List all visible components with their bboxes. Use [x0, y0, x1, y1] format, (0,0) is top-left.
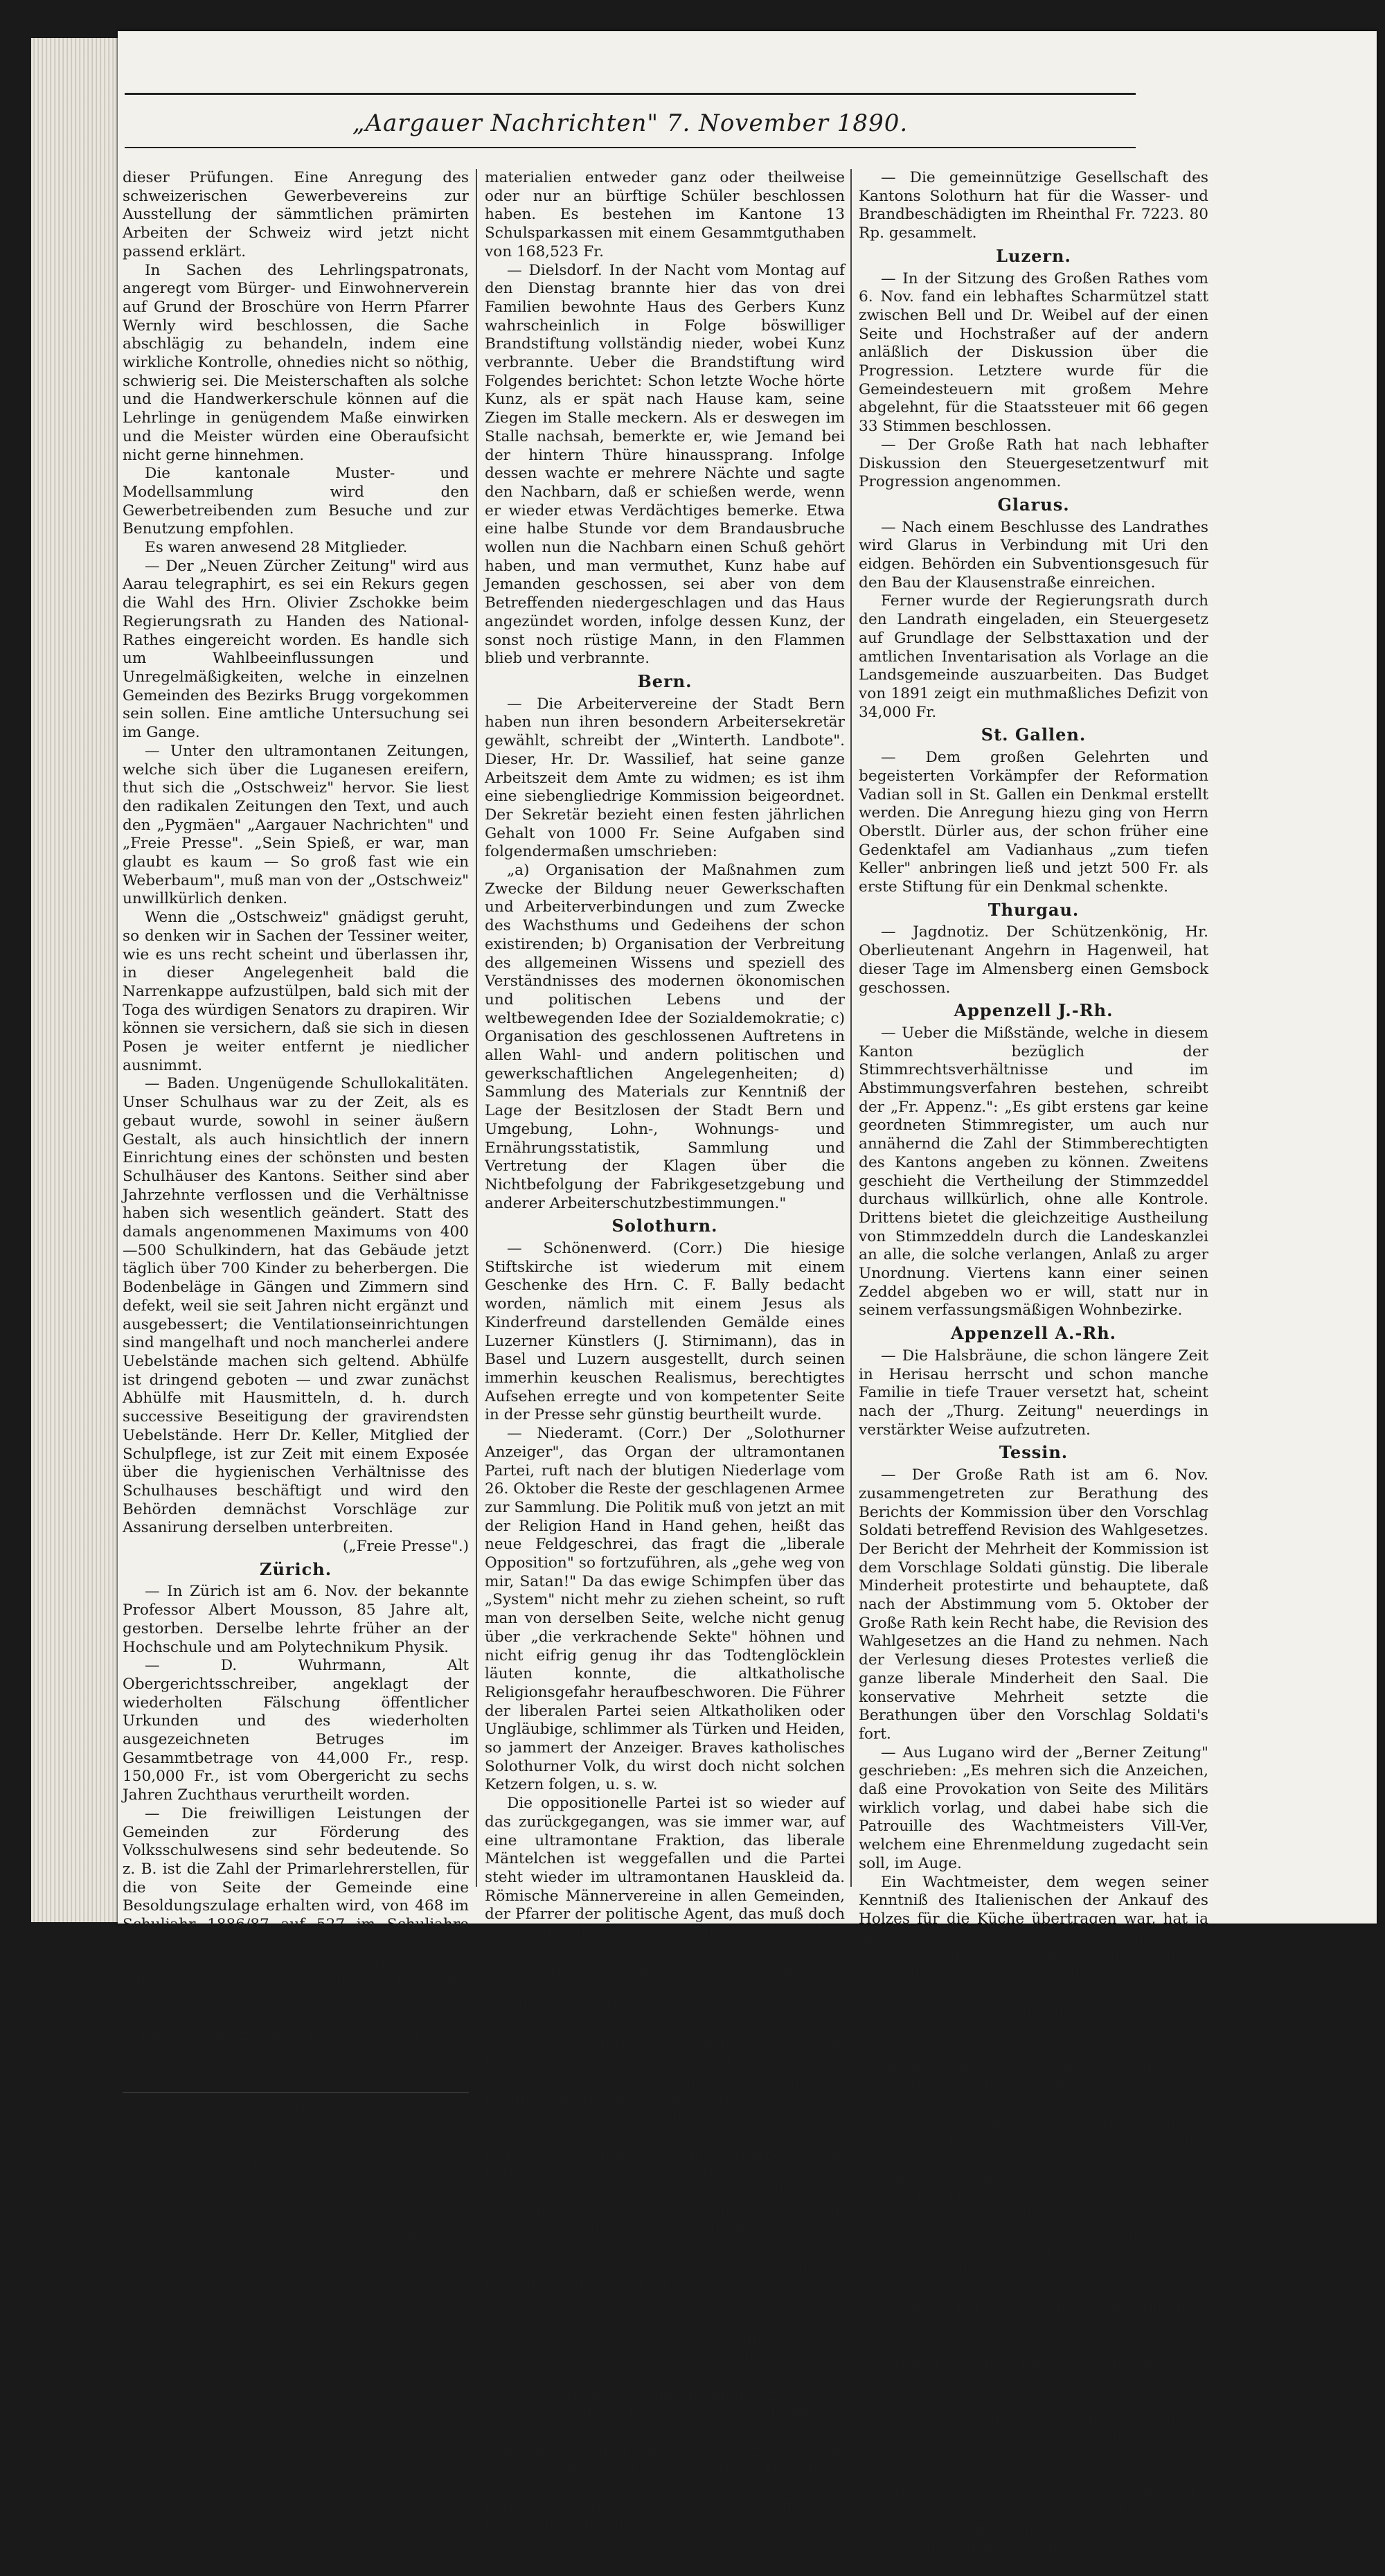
article-paragraph: — Dem großen Gelehrten und begeisterten Vorkämpfer der Reformation Vadian soll in St. Gallen ein Denkmal erstellt werden. Die Anregung hiezu ging von Herrn Oberstlt. Dürler aus, der schon früher eine Gedenktafel am Vadianhaus „zum tiefen Keller" anbringen ließ und jetzt 500 Fr. als erste Stiftung für ein Denkmal schenkte. [859, 749, 1208, 896]
section-heading-appenzell-ar: Appenzell A.-Rh. [950, 1323, 1117, 1344]
article-paragraph: — Die gemeinnützige Gesellschaft des Kantons Solothurn hat für die Wasser- und Brandbeschädigten im Rheinthal Fr. 7223. 80 Rp. gesammelt. [859, 169, 1208, 242]
article-paragraph: — Die Arbeitervereine der Stadt Bern haben nun ihren besondern Arbeitersekretär gewählt, schreibt der „Winterth. Landbote". Dieser, Hr. Dr. Wassilief, hat seine ganze Arbeitszeit dem Amte zu widmen; es ist ihm eine siebengliedrige Kommission beigeordnet. Der Sekretär bezieht einen festen jährlichen Gehalt von 1000 Fr. Seine Aufgaben sind folgendermaßen umschrieben: [485, 695, 845, 861]
masthead-bottom-rule [125, 147, 1136, 148]
book-binding-edge [31, 38, 121, 1922]
section-heading-zuerich: Zürich. [259, 1558, 332, 1579]
article-paragraph: dieser Prüfungen. Eine Anregung des schweizerischen Gewerbevereins zur Ausstellung der sämmtlichen prämirten Arbeiten der Schweiz wird jetzt nicht passend erklärt. [123, 169, 469, 260]
article-paragraph: — Ueber die Mißstände, welche in diesem Kanton bezüglich der Stimmrechtsverhältnisse und im Abstimmungsverfahren bestehen, schreibt der „Fr. Appenz.": „Es gibt erstens gar keine geordneten Stimmregister, um auch nur annähernd die Zahl der Stimmberechtigten des Kantons angeben zu können. Zweitens geschieht die Vertheilung der Stimmzeddel durchaus willkürlich, ohne alle Kontrole. Drittens bietet die gleichzeitige Austheilung von Stimmzeddeln durch die Landeskanzlei an alle, die solche verlangen, Anlaß zu arger Unordnung. Viertens kann einer seinen Zeddel abgeben wo er will, statt nur in seinem verfassungsmäßigen Wohnbezirke. [859, 1024, 1208, 1320]
section-heading-luzern: Luzern. [996, 245, 1071, 266]
article-paragraph: Die Schlußfolgerung ergibt sich von selbst. [859, 2372, 1208, 2409]
article-paragraph: Ein Wachtmeister, dem wegen seiner Kenntniß des Italienischen der Ankauf des Holzes für die Küche übertragen war, hat ja am ersten Tage der Anwesenheit des Bataillons 42 in Lugano einem Bürger gegenüber daheim geäußert, daß das Bataillon 42 die Aufgabe habe „die Luganesen den Anstand zu lehren". [859, 1873, 1208, 2020]
feuilleton-paragraph: Dann wurde das in Frage stehende Pferd vorgeführt. Beide Herren gingen hinaus, um es zu besichtigen und Zelka lehnte im Fenster und sah ihnen zu, wie sie den Gliederbau des Thieres sorgfältig prüften. „Nicht wahr", nickte sie vergnügt hinab, wie ein Kind, dem ein Lieblingsspielzeug gelobt wird, „das ist ein Kapitalpferd! Hier gezogen. Es war eben geboren, als ich hierher kam." [123, 2428, 469, 2543]
article-paragraph: Die Bevölkerung von Lugano verlangt zur Wahrung ihrer Ehre und ihres guten Namens, daß die Ergebnisse der Untersuchung des Herrn Prof. Schneider öffentlich bekannt gegeben werden. Wir hoffen, daß der hohe Bundesrath dies thun werde, und wir bitten die ganze freisinnige Presse, dieses Verlangen kräftig zu unterstützen. Es wird sich dann zeigen, wie viel von [859, 2409, 1208, 2575]
article-paragraph: — Die Gemeindeversammlung Olten vom letzten Freitag Abend hat großartig in den Sack gelangt. Es gilt, eine Trinkwasserversorgung für 250,000 Fr., die Kirchhoferweiterung für 10,000 bis 12,000 Fr., die Vollendung des Amthausquais mit 35,000 Fr., ein Schulhaus für 150,000 bis 160,000 Fr., eine Turnhalle für 22,000 Fr. und ein Schlachthaus für Franken 60,000 zu erstellen, also etwa 500,000 Fr. zu investiren. Die Oltner haben Courage. Sie dürfen wohl Courage haben, denn die Ersparnißkasse greift ihnen finanziell kräftig unter die Arme. [485, 2294, 845, 2534]
article-paragraph: Ferner wurde der Regierungsrath durch den Landrath eingeladen, ein Steuergesetz auf Grundlage der Selbsttaxation und der amtlichen Inventarisation als Vorlage an die Landsgemeinde auszuarbeiten. Das Budget von 1891 zeigt ein muthmaßliches Defizit von 34,000 Fr. [859, 592, 1208, 721]
article-paragraph: — Jagdnotiz. Der Schützenkönig, Hr. Oberlieutenant Angehrn in Hagenweil, hat dieser Tage im Almensberg einen Gemsbock geschossen. [859, 923, 1208, 997]
article-paragraph: materialien entweder ganz oder theilweise oder nur an bürftige Schüler beschlossen haben. Es bestehen im Kantone 13 Schulsparkassen mit einem Gesammtguthaben von 168,523 Fr. [485, 169, 845, 260]
article-paragraph: — Baden. Ungenügende Schullokalitäten. Unser Schulhaus war zu der Zeit, als es gebaut wurde, sowohl in seiner äußern Gestalt, als auch hinsichtlich der innern Einrichtung eines der schönsten und besten Schulhäuser des Kantons. Seither sind aber Jahrzehnte verflossen und die Verhältnisse haben sich wesentlich geändert. Statt des damals angenommenen Maximums von 400—500 Schulkindern, hat das Gebäude jetzt täglich über 700 Kinder zu beherbergen. Die Bodenbeläge in Gängen und Zimmern sind defekt, weil sie seit Jahren nicht ergänzt und ausgebessert; die Ventilationseinrichtungen sind mangelhaft und noch mancherlei andere Uebelstände machen sich geltend. Abhülfe ist dringend geboten — und zwar zunächst Abhülfe mit Hausmitteln, d. h. durch successive Beseitigung der gravirendsten Uebelstände. Herr Dr. Keller, Mitglied der Schulpflege, ist zur Zeit mit einem Exposée über die hygienischen Verhältnisse des Schulhauses beschäftigt und wird den Behörden demnächst Vorschläge zur Assanirung derselben unterbreiten. [123, 1075, 469, 1537]
article-paragraph: — Der „Neuen Zürcher Zeitung" wird aus Aarau telegraphirt, es sei ein Rekurs gegen die Wahl des Hrn. Olivier Zschokke beim Regierungsrath zu Handen des National-Rathes eingereicht worden. Es handle sich um Wahlbeeinflussungen und Unregelmäßigkeiten, welche in einzelnen Gemeinden des Bezirks Brugg vorgekommen sein sollen. Eine amtliche Untersuchung sei im Gange. [123, 557, 469, 742]
feuilleton [123, 2092, 469, 2542]
section-heading-thurgau: Thurgau. [988, 899, 1080, 920]
article-paragraph: — Die Halsbräune, die schon längere Zeit in Herisau herrscht und schon manche Familie in tiefe Trauer versetzt hat, scheint nach der „Thurg. Zeitung" neuerdings in verstärkter Weise aufzutreten. [859, 1347, 1208, 1439]
column-rule [476, 169, 477, 1887]
article-paragraph: Allein das Volk hat einzusehen, daß man es in Solothurn ernst meinte mit der nöthigen Säuberung; und daß insbesondere die Bankbehörden sich große Verdienste um den Kanton erworben haben. Deßwegen nur brauflos gegründet und gewühlt; so lange unsere Behörden und die freisinnige Partei den Staatswagen so fortfahren, wie es sie bis jetzt gethan, und ohne im schlimmen Sinne kulturkämpferisch in innerkirchliche Dinge hineinzureden, doch Staats- und Volksrechte gegenüber dem Ultramontanismus wahren, wird die ultramontane Partei auf die Bedeutung einer Oppositionspartei zurückgedrängt sein. Was sie als solche zu bedeuten hat, das ist oft gesagt. [485, 1998, 845, 2293]
article-paragraph: In Sachen des Lehrlingspatronats, angeregt vom Bürger- und Einwohnerverein auf Grund der Broschüre von Herrn Pfarrer Wernly wird beschlossen, die Sache abschlägig zu behandeln, indem eine wirkliche Kontrolle, ohnedies nicht so nöthig, schwierig sei. Die Meisterschaften als solche und die Handwerkerschule können auf die Lehrlinge in genügendem Maße einwirken und die Meister würden eine Oberaufsicht nicht gerne hinnehmen. [123, 261, 469, 464]
article-source: („Freie Presse".) [342, 1538, 469, 1556]
section-heading-glarus: Glarus. [997, 494, 1070, 515]
section-heading-st-gallen: St. Gallen. [981, 725, 1087, 745]
article-paragraph: — Der Große Rath ist am 6. Nov. zusammengetreten zur Berathung des Berichts der Kommission über den Vorschlag Soldati betreffend Revision des Wahlgesetzes. Der Bericht der Mehrheit der Kommission ist dem Vorschlage Soldati günstig. Die liberale Minderheit protestirte und behauptete, daß nach der Abstimmung vom 5. Oktober der Große Rath kein Recht habe, die Revision des Wahlgesetzes an die Hand zu nehmen. Nach der Verlesung dieses Protestes verließ die ganze liberale Minderheit den Saal. Die konservative Mehrheit setzte die Berathungen über den Vorschlag Soldati's fort. [859, 1466, 1208, 1743]
article-paragraph: — Unter den ultramontanen Zeitungen, welche sich über die Luganesen ereifern, thut sich die „Ostschweiz" hervor. Sie liest den radikalen Zeitungen den Text, und auch den „Pygmäen" „Aargauer Nachrichten" und „Freie Presse". „Sein Spieß, er war, man glaubt es kaum — So groß fast wie ein Weberbaum", muß man von der „Ostschweiz" unwillkürlich denken. [123, 742, 469, 908]
section-heading-tessin: Tessin. [999, 1442, 1069, 1463]
section-heading-bern: Bern. [637, 670, 692, 691]
article-paragraph: — Dielsdorf. In der Nacht vom Montag auf den Dienstag brannte hier das von drei Familien bewohnte Haus des Gerbers Kunz wahrscheinlich in Folge böswilliger Brandstiftung vollständig nieder, wobei Kunz verbrannte. Ueber die Brandstiftung wird Folgendes berichtet: Schon letzte Woche hörte Kunz, als er spät nach Hause kam, seine Ziegen im Stalle meckern. Als er deswegen im Stalle nachsah, bemerkte er, wie Jemand bei der hintern Thüre hinaussprang. Infolge dessen wachte er mehrere Nächte und sagte den Nachbarn, daß er schießen werde, wenn er wieder etwas Verdächtiges bemerke. Etwa eine halbe Stunde vor dem Brandausbruche wollen nun die Nachbarn einen Schuß gehört haben, und man vermuthet, Kunz habe auf Jemanden geschossen, sei aber von dem Betreffenden niedergeschlagen und das Haus angezündet worden, infolge dessen Kunz, der sonst noch rüstige Mann, in den Flammen blieb und verbrannte. [485, 261, 845, 668]
article-paragraph: — Nach einem Beschlusse des Landrathes wird Glarus in Verbindung mit Uri den eidgen. Behörden ein Subventionsgesuch für den Bau der Klausenstraße einreichen. [859, 518, 1208, 592]
masthead-top-rule [125, 93, 1136, 95]
column-2 [485, 169, 845, 2534]
masthead [125, 90, 1136, 154]
article-paragraph: — D. Wuhrmann, Alt Obergerichtsschreiber, angeklagt der wiederholten Fälschung öffentlicher Urkunden und des wiederholten ausgezeichneten Betruges im Gesammtbetrage von 44,000 Fr., resp. 150,000 Fr., ist vom Obergericht zu sechs Jahren Zuchthaus verurtheilt worden. [123, 1657, 469, 1804]
article-paragraph: Die oppositionelle Partei ist so wieder auf das zurückgegangen, was sie immer war, auf eine ultramontane Fraktion, das liberale Mäntelchen ist weggefallen und die Partei steht wieder im ultramontanen Hauskleid da. Römische Männervereine in allen Gemeinden, der Pfarrer der politische Agent, das muß doch dem Liberalismus den Hals brechen. Wir wagen daran zu zweifeln, denn diese Mittel sind auch bis jetzt nicht unversucht gelassen worden. [485, 1795, 845, 1998]
article-paragraph: — Aus Lugano wird der „Berner Zeitung" geschrieben: „Es mehren sich die Anzeichen, daß eine Provokation von Seite des Militärs wirklich vorlag, und dabei habe sich die Patrouille des Wachtmeisters Vill-Ver, welchem eine Ehrenmeldung zugedacht sein soll, im Auge. [859, 1743, 1208, 1872]
section-heading-appenzell-ir: Appenzell J.-Rh. [954, 1000, 1114, 1021]
article-paragraph: — Niederamt. (Corr.) Der „Solothurner Anzeiger", das Organ der ultramontanen Partei, ruft nach der blutigen Niederlage vom 26. Oktober die Reste der geschlagenen Armee zur Sammlung. Die Politik muß von jetzt an mit der Religion Hand in Hand gehen, heißt das neue Feldgeschrei, das fragt die „liberale Opposition" so fortzuführen, als „gehe weg von mir, Satan!" Da das ewige Schimpfen über das „System" nicht mehr zu ziehen scheint, so ruft man von derselben Seite, welche nicht genug über „die verkrachende Sekte" höhnen und nicht eifrig genug ihr das Todtenglöcklein läuten konnte, die altkatholische Religionsgefahr heraufbeschworen. Die Führer der liberalen Partei seien Altkatholiken oder Ungläubige, schlimmer als Türken und Heiden, so jammert der Anzeiger. Braves katholisches Solothurner Volk, du wirst doch nicht solchen Ketzern folgen, u. s. w. [485, 1425, 845, 1794]
article-paragraph: — In Zürich ist am 6. Nov. der bekannte Professor Albert Mousson, 85 Jahre alt, gestorben. Derselbe lehrte früher an der Hochschule und am Polytechnikum Physik. [123, 1583, 469, 1656]
article-paragraph: Wenn die „Ostschweiz" gnädigst geruht, so denken wir in Sachen der Tessiner weiter, wie es uns recht scheint und überlassen ihr, in dieser Angelegenheit bald die Narrenkappe aufzustülpen, bald sich mit der Toga des würdigen Senators zu drapiren. Wir können sie versichern, daß sie sich in diesen Posen je weiter entfernt je niedlicher ausnimmt. [123, 909, 469, 1074]
article-paragraph: — Die freiwilligen Leistungen der Gemeinden zur Förderung des Volksschulwesens sind sehr bedeutende. So z. B. ist die Zahl der Primarlehrerstellen, für die von Seite der Gemeinde eine Besoldungszulage erhalten wird, von 468 im Schuljahr 1886/87 auf 527 im Schuljahre 1889/90 gestiegen, im gleichen Zeitraum die Zahl der Lehrstellen ohne Zulage von 222 auf 193 gesunken und der Betrag der jährlichen Zulagen von 186,950 Fr. auf 206,998 Fr. gestiegen. Von den 369 Schulgemeinden des Kantons sind 280, welche die unentgeltliche Verabreichung der Lehrmittel und Schreib- [123, 1804, 469, 2081]
column-3 [859, 169, 1208, 2575]
article-paragraph: Es waren anwesend 28 Mitglieder. [145, 539, 408, 557]
article-paragraph: — Schönenwerd. (Corr.) Die hiesige Stiftskirche ist wiederum mit einem Geschenke des Hrn. C. F. Bally bedacht worden, nämlich mit einem Jesus als Kinderfreund darstellenden Gemälde eines Luzerner Künstlers (J. Stirnimann), das in Basel und Luzern ausgestellt, durch seinen immerhin keuschen Realismus, berechtigtes Aufsehen erregte und von kompetenter Seite in der Presse sehr günstig beurtheilt wurde. [485, 1240, 845, 1424]
section-heading-solothurn: Solothurn. [611, 1216, 718, 1236]
column-rule [850, 169, 852, 1887]
article-paragraph: Nach der Personalbeschreibung handelt es sich beide Male um den gleichen Wachtmeister, welcher mit dem Anführer der bekannten Patrouille identisch sein soll. [859, 2298, 1208, 2372]
article-paragraph: — In der Sitzung des Großen Rathes vom 6. Nov. fand ein lebhaftes Scharmützel statt zwischen Bell und Dr. Weibel auf der einen Seite und Hochstraßer auf der andern anläßlich der Diskussion über die Progression. Letztere wurde für die Gemeindesteuern mit großem Mehre abgelehnt, für die Staatssteuer mit 66 gegen 33 Stimmen beschlossen. [859, 269, 1208, 436]
article-paragraph: Ein Wachtmeister hat sich einige Tage vor den Wahlen in den Nationalrath, also vor dem unglückseligen 26. Oktober, in der Comestibleshandlung und Wirthschaft der Betova Neci einem ihn begleitenden Krankenwärter gegenüber dahin geäußert: „Es ist schade, daß wir keine scharfen Patronen besitzen," worauf der Krankenwärter antwortete „Sie haben ja gute Bajonette." Diesmal sprach der Wachtmeister deutsch, wurde jedoch von einem Bürger, der sich längere Zeit in der deutschen Schweiz aufhielt, verstanden. Dieser Bürger heißt Giuseppe Dellesanta, die Carlo von Lugano, und ist bereit, zu seiner Aussage zu stehen. [859, 2021, 1208, 2298]
article-paragraph: „a) Organisation der Maßnahmen zum Zwecke der Bildung neuer Gewerkschaften und Arbeiterverbindungen und zum Zwecke des Wachsthums und Gedeihens der schon existirenden; b) Organisation der Verbreitung des allgemeinen Wissens und speziell des Verständnisses des modernen ökonomischen und politischen Lebens und der weltbewegenden Idee der Sozialdemokratie; c) Organisation des geschlossenen Auftretens in allen Wahl- und andern politischen und gewerkschaftlichen Angelegenheiten; d) Sammlung des Materials zur Kenntniß der Lage der Besitzlosen der Stadt Bern und Umgebung, Lohn-, Wohnungs- und Ernährungsstatistik, Sammlung und Vertretung der Klagen über die Nichtbefolgung der Fabrikgesetzgebung und anderer Arbeiterschutzbestimmungen." [485, 862, 845, 1212]
article-paragraph: Die kantonale Muster- und Modellsammlung wird den Gewerbetreibenden zum Besuche und zur Benutzung empfohlen. [123, 465, 469, 538]
masthead-title: „Aargauer Nachrichten" 7. November 1890. [352, 109, 909, 137]
article-paragraph: — Der Große Rath hat nach lebhafter Diskussion den Steuergesetzentwurf mit Progression angenommen. [859, 436, 1208, 491]
column-1 [123, 169, 469, 2543]
feuilleton-paragraph: Der andere war jünger, kleiner und schlanker. Sein Gesicht trug hübsch geschnittene Züge und die großen, hellbraunen Augen blickten mit sorglosem Leichtsinn in die Welt, doch aus den festen Linien von Kinn und Lippen hätte ein Physiognom trotzdem männliche Entschlossenheit herausgelesen. Freilich, Zelka war kein Physiognom, sie sah nur die heiteren, leichtsinnigen Augen und bildete nach Frauenart ihr rasches Urtheil dem allerersten flüchtigen Eindruck zufolge. Sie geleitete die Herren in das Haus, wo ihnen im kühlen altmodischen Speisezimmer ein Imbiß und vortrefflicher Wein servirt wurde, und machte auf so anmuthige Weise die Wirthin, daß Riedenberg nicht umhin konnte, ihr seine Bewunderung offen auszusprechen, was sie lächelnd hinnahm. Ihm gegenüber gab sie sich unbefangen und heiter, fast kindlich, während im Verkehr mit Warnholt ihr Benehmen oft an ein Mißtrauen grenzende Zurückhaltung annahm, zu welcher das offene frische Wesen des jungen Mannes keinerlei Veranlassung gab. Nur hier und da ließ sie die Vorsicht fallen und brach in das herzlich klingende Lachen aus, das ihr so eigen ist, wenn irgend eine Bemerkung machte, die ihr sonderbar und neu erschien. [123, 2100, 469, 2428]
